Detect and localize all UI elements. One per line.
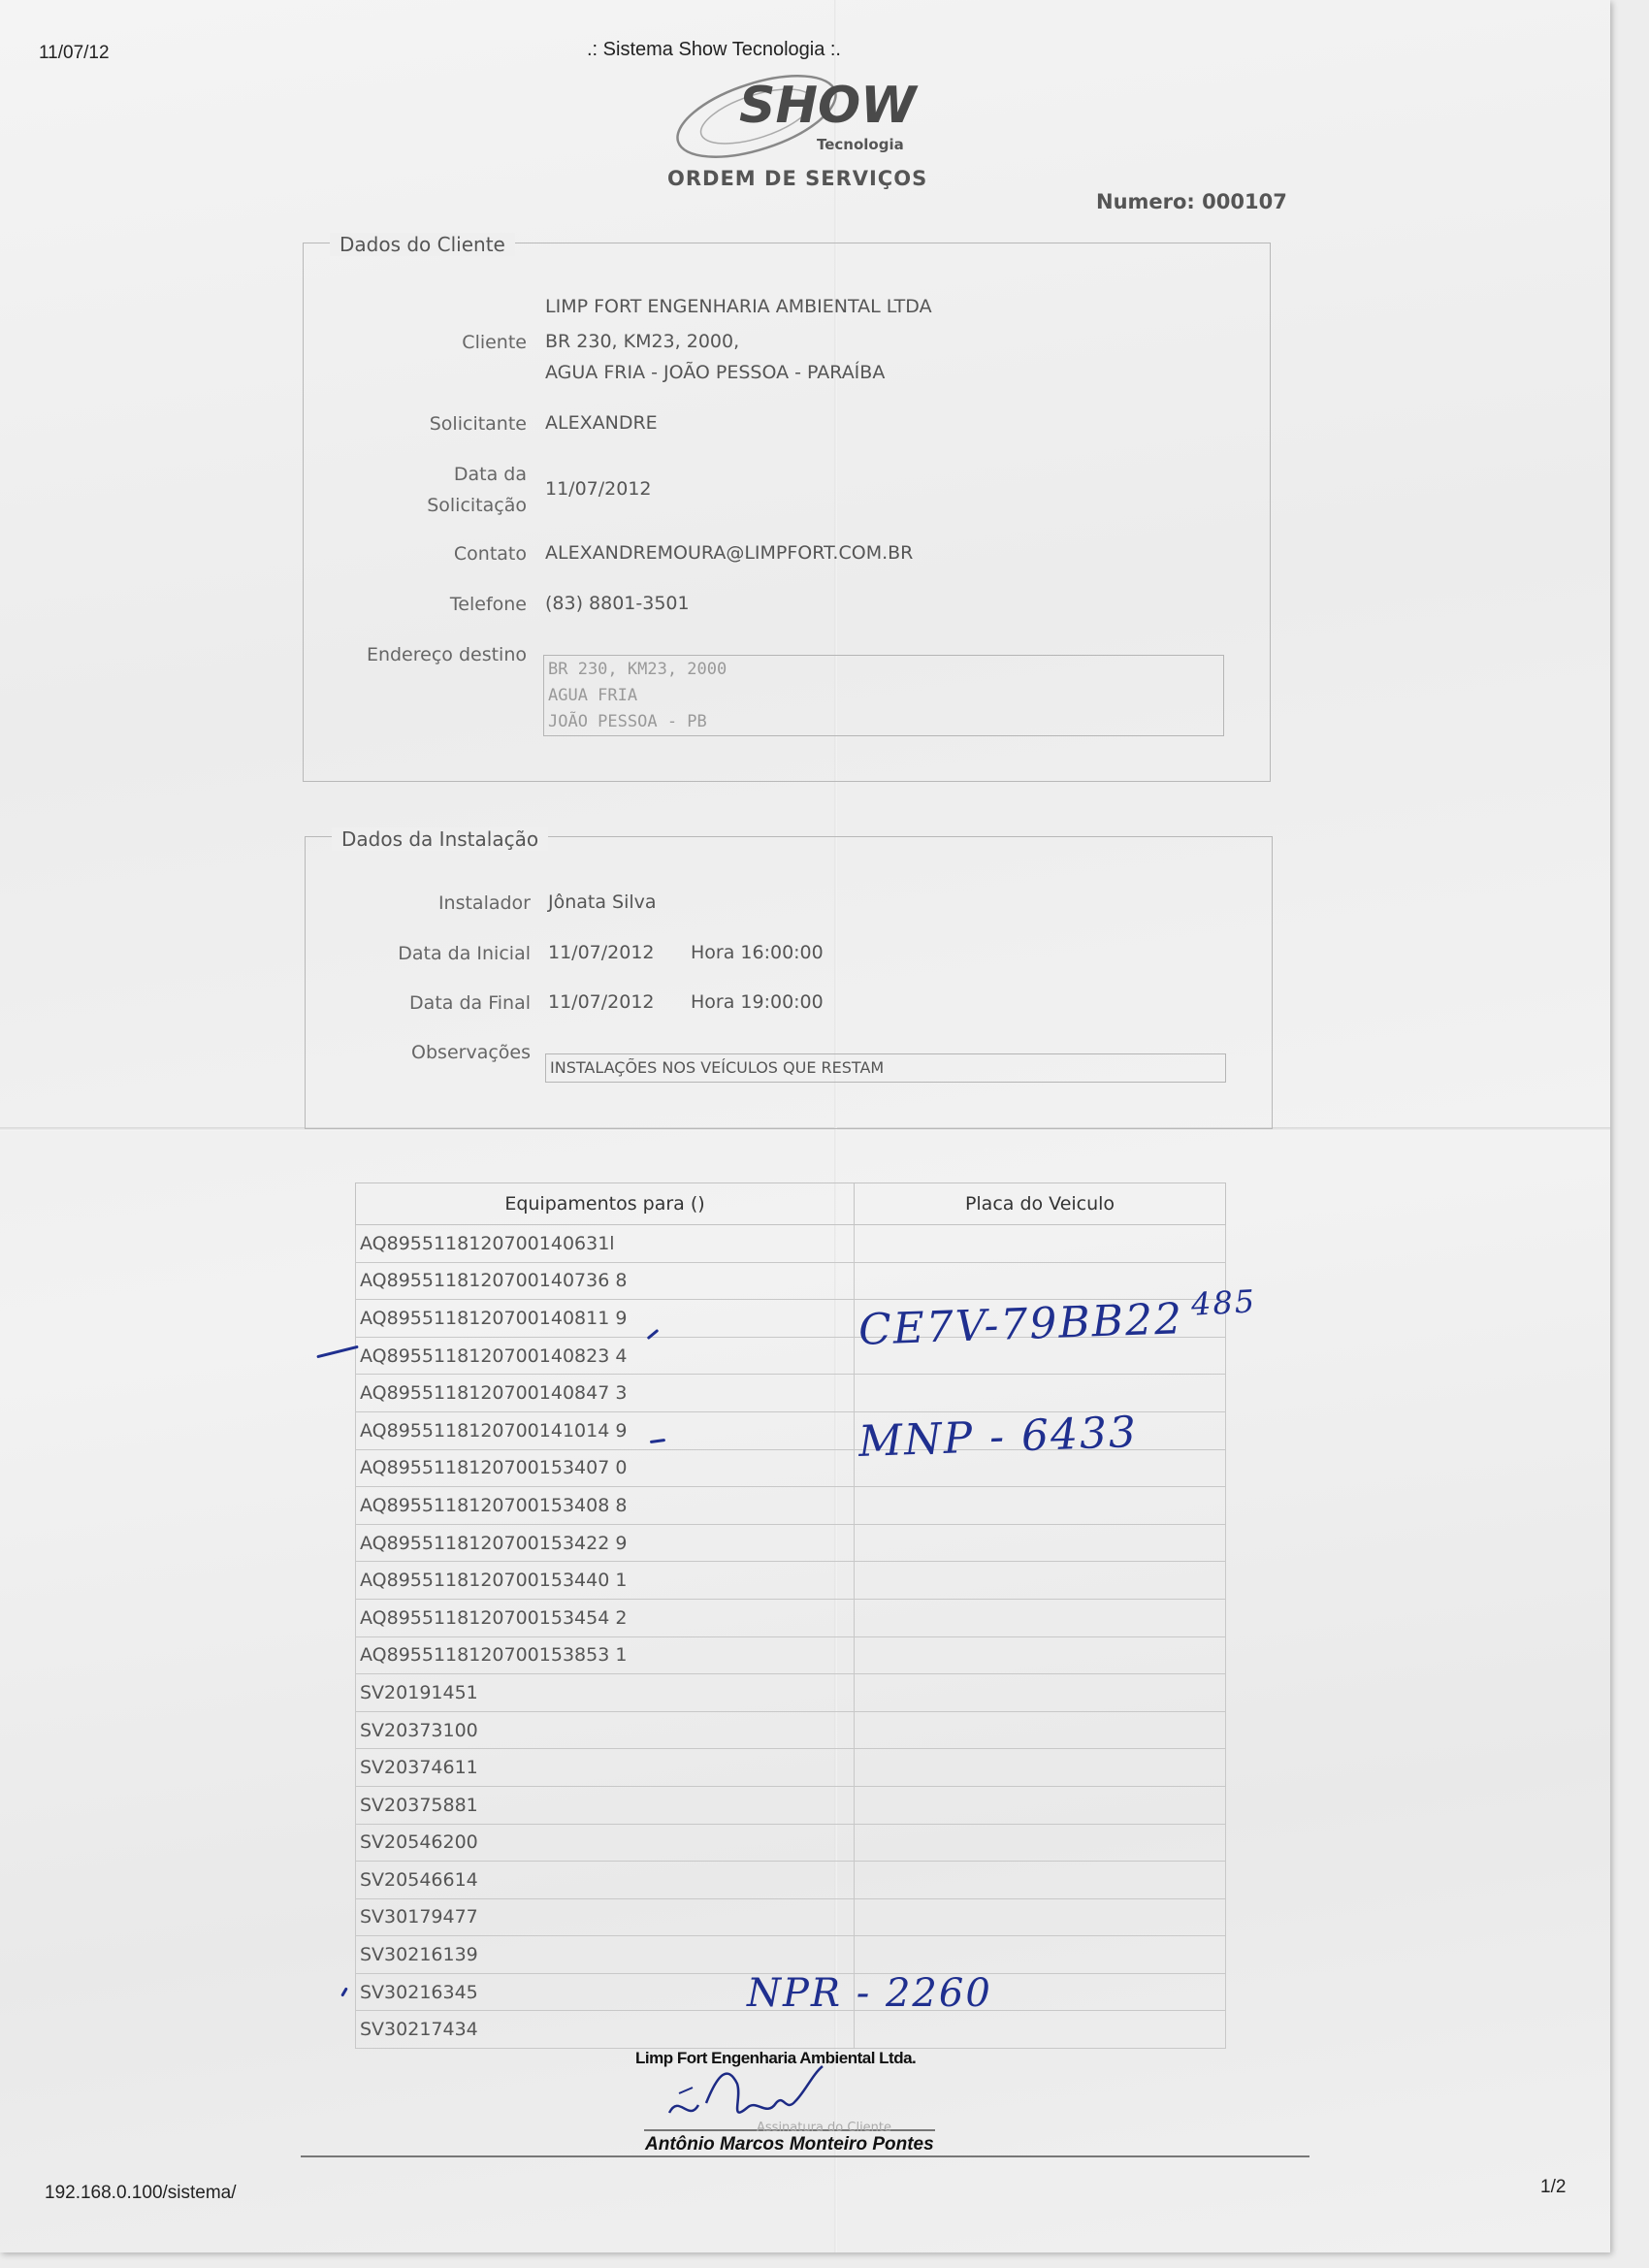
table-row: [356, 1262, 1226, 1300]
equipment-code: AQ8955118120700140847 3: [356, 1375, 855, 1412]
plate-cell: [855, 1375, 1226, 1412]
data-solicitacao-value: 11/07/2012: [545, 478, 652, 500]
instalador-label: Instalador: [437, 892, 531, 914]
table-row: [356, 1862, 1226, 1899]
equipment-code: SV20546614: [356, 1862, 855, 1899]
data-inicial-value: 11/07/2012: [548, 942, 655, 963]
order-number-value: 000107: [1202, 190, 1287, 213]
telefone-label: Telefone: [449, 594, 527, 615]
signature-caption: Assinatura do Cliente: [757, 2121, 892, 2135]
plate-cell: [855, 1524, 1226, 1562]
table-row: [356, 1524, 1226, 1562]
equipment-code: SV20546200: [356, 1824, 855, 1862]
page-number: 1/2: [1540, 2177, 1567, 2197]
col-equipamentos-header: Equipamentos para (): [356, 1183, 855, 1225]
plate-cell: [855, 1562, 1226, 1600]
svg-text:SHOW: SHOW: [739, 77, 917, 135]
hand-tick-mark: [340, 1987, 348, 1996]
cliente-line-2: BR 230, KM23, 2000,: [545, 331, 740, 352]
equipment-code: SV30216345: [356, 1973, 855, 2011]
plate-cell: [855, 1225, 1226, 1263]
print-date: 11/07/12: [39, 43, 110, 63]
contato-value: ALEXANDREMOURA@LIMPFORT.COM.BR: [545, 542, 914, 564]
equipment-code: AQ8955118120700153407 0: [356, 1449, 855, 1487]
cliente-line-1: LIMP FORT ENGENHARIA AMBIENTAL LTDA: [545, 296, 932, 317]
cliente-line-3: AGUA FRIA - JOÃO PESSOA - PARAÍBA: [545, 362, 886, 383]
equipment-code: SV20191451: [356, 1674, 855, 1712]
contato-label: Contato: [453, 543, 527, 565]
plate-cell: [855, 1862, 1226, 1899]
observacoes-value: INSTALAÇÕES NOS VEÍCULOS QUE RESTAM: [550, 1058, 885, 1077]
equipment-code: AQ8955118120700141014 9: [356, 1411, 855, 1449]
table-row: [356, 1749, 1226, 1787]
data-final-value: 11/07/2012: [548, 991, 655, 1013]
equipment-code: SV30179477: [356, 1898, 855, 1936]
table-row: [356, 1936, 1226, 1974]
handwritten-plate-1: CE7V-79BB22: [857, 1294, 1184, 1355]
data-final-label: Data da Final: [409, 992, 531, 1014]
endereco-label: Endereço destino: [366, 644, 527, 665]
instalador-value: Jônata Silva: [548, 891, 657, 913]
plate-cell: [855, 1786, 1226, 1824]
company-stamp: Limp Fort Engenharia Ambiental Ltda.: [635, 2049, 917, 2067]
client-section-legend: Dados do Cliente: [330, 233, 515, 256]
plate-cell: [855, 1636, 1226, 1674]
table-row: [356, 1375, 1226, 1412]
table-row: [356, 1562, 1226, 1600]
installation-section-legend: Dados da Instalação: [332, 827, 548, 851]
data-solicitacao-label-1: Data da: [453, 464, 527, 485]
equipment-code: SV30216139: [356, 1936, 855, 1974]
order-number-label: Numero:: [1096, 190, 1195, 213]
plate-cell: [855, 1487, 1226, 1525]
show-tecnologia-logo: [669, 68, 931, 165]
solicitante-value: ALEXANDRE: [545, 412, 658, 434]
data-inicial-label: Data da Inicial: [398, 943, 531, 964]
plate-cell: [855, 2011, 1226, 2049]
equipment-code: AQ8955118120700140631l: [356, 1225, 855, 1263]
table-row: [356, 1225, 1226, 1263]
signer-name: Antônio Marcos Monteiro Pontes: [645, 2134, 934, 2155]
observacoes-field[interactable]: [545, 1053, 1226, 1083]
table-row: [356, 2011, 1226, 2049]
equipment-code: SV20373100: [356, 1711, 855, 1749]
table-row: [356, 1786, 1226, 1824]
equipment-code: AQ8955118120700140823 4: [356, 1337, 855, 1375]
cliente-label: Cliente: [462, 332, 527, 353]
plate-cell: [855, 1749, 1226, 1787]
table-row: [356, 1487, 1226, 1525]
equipment-code: SV20374611: [356, 1749, 855, 1787]
equipment-code: AQ8955118120700153408 8: [356, 1487, 855, 1525]
table-row: [356, 1636, 1226, 1674]
equipment-code: AQ8955118120700140811 9: [356, 1300, 855, 1338]
telefone-value: (83) 8801-3501: [545, 593, 690, 614]
equipment-code: AQ8955118120700153853 1: [356, 1636, 855, 1674]
equipment-code: AQ8955118120700153454 2: [356, 1599, 855, 1636]
handwritten-plate-2: MNP - 6433: [857, 1407, 1139, 1468]
handwritten-plate-1-extra: 485: [1190, 1282, 1258, 1323]
endereco-line-3: JOÃO PESSOA - PB: [548, 712, 707, 731]
footer-rule: [301, 2155, 1310, 2157]
hora-final-value: Hora 19:00:00: [691, 991, 824, 1013]
plate-cell: [855, 1599, 1226, 1636]
table-row: [356, 1711, 1226, 1749]
plate-cell: [855, 1898, 1226, 1936]
observacoes-label: Observações: [411, 1042, 531, 1063]
equipment-code: SV20375881: [356, 1786, 855, 1824]
window-title: .: Sistema Show Tecnologia :.: [587, 39, 841, 60]
equipment-code: SV30217434: [356, 2011, 855, 2049]
installation-data-section: [305, 836, 1273, 1129]
table-row: [356, 1824, 1226, 1862]
endereco-line-2: AGUA FRIA: [548, 686, 638, 705]
table-row: [356, 1599, 1226, 1636]
table-row: [356, 1674, 1226, 1712]
equipment-code: AQ8955118120700153422 9: [356, 1524, 855, 1562]
plate-cell: [855, 1824, 1226, 1862]
plate-cell: [855, 1674, 1226, 1712]
footer-url: 192.168.0.100/sistema/: [45, 2183, 237, 2203]
table-header-row: [356, 1183, 1226, 1225]
data-solicitacao-label-2: Solicitação: [427, 495, 527, 516]
equipment-code: AQ8955118120700153440 1: [356, 1562, 855, 1600]
table-row: [356, 1898, 1226, 1936]
handwritten-plate-3: NPR - 2260: [747, 1971, 992, 2016]
solicitante-label: Solicitante: [429, 413, 527, 435]
document-title: ORDEM DE SERVIÇOS: [667, 167, 928, 190]
plate-cell: [855, 1936, 1226, 1974]
equipment-code: AQ8955118120700140736 8: [356, 1262, 855, 1300]
svg-text:Tecnologia: Tecnologia: [817, 136, 904, 153]
col-placa-header: Placa do Veiculo: [855, 1183, 1226, 1225]
order-number: [1096, 190, 1287, 213]
hora-inicial-value: Hora 16:00:00: [691, 942, 824, 963]
plate-cell: [855, 1711, 1226, 1749]
endereco-line-1: BR 230, KM23, 2000: [548, 660, 728, 679]
hand-tick-mark: [316, 1345, 358, 1359]
endereco-destino-field[interactable]: [543, 655, 1224, 736]
